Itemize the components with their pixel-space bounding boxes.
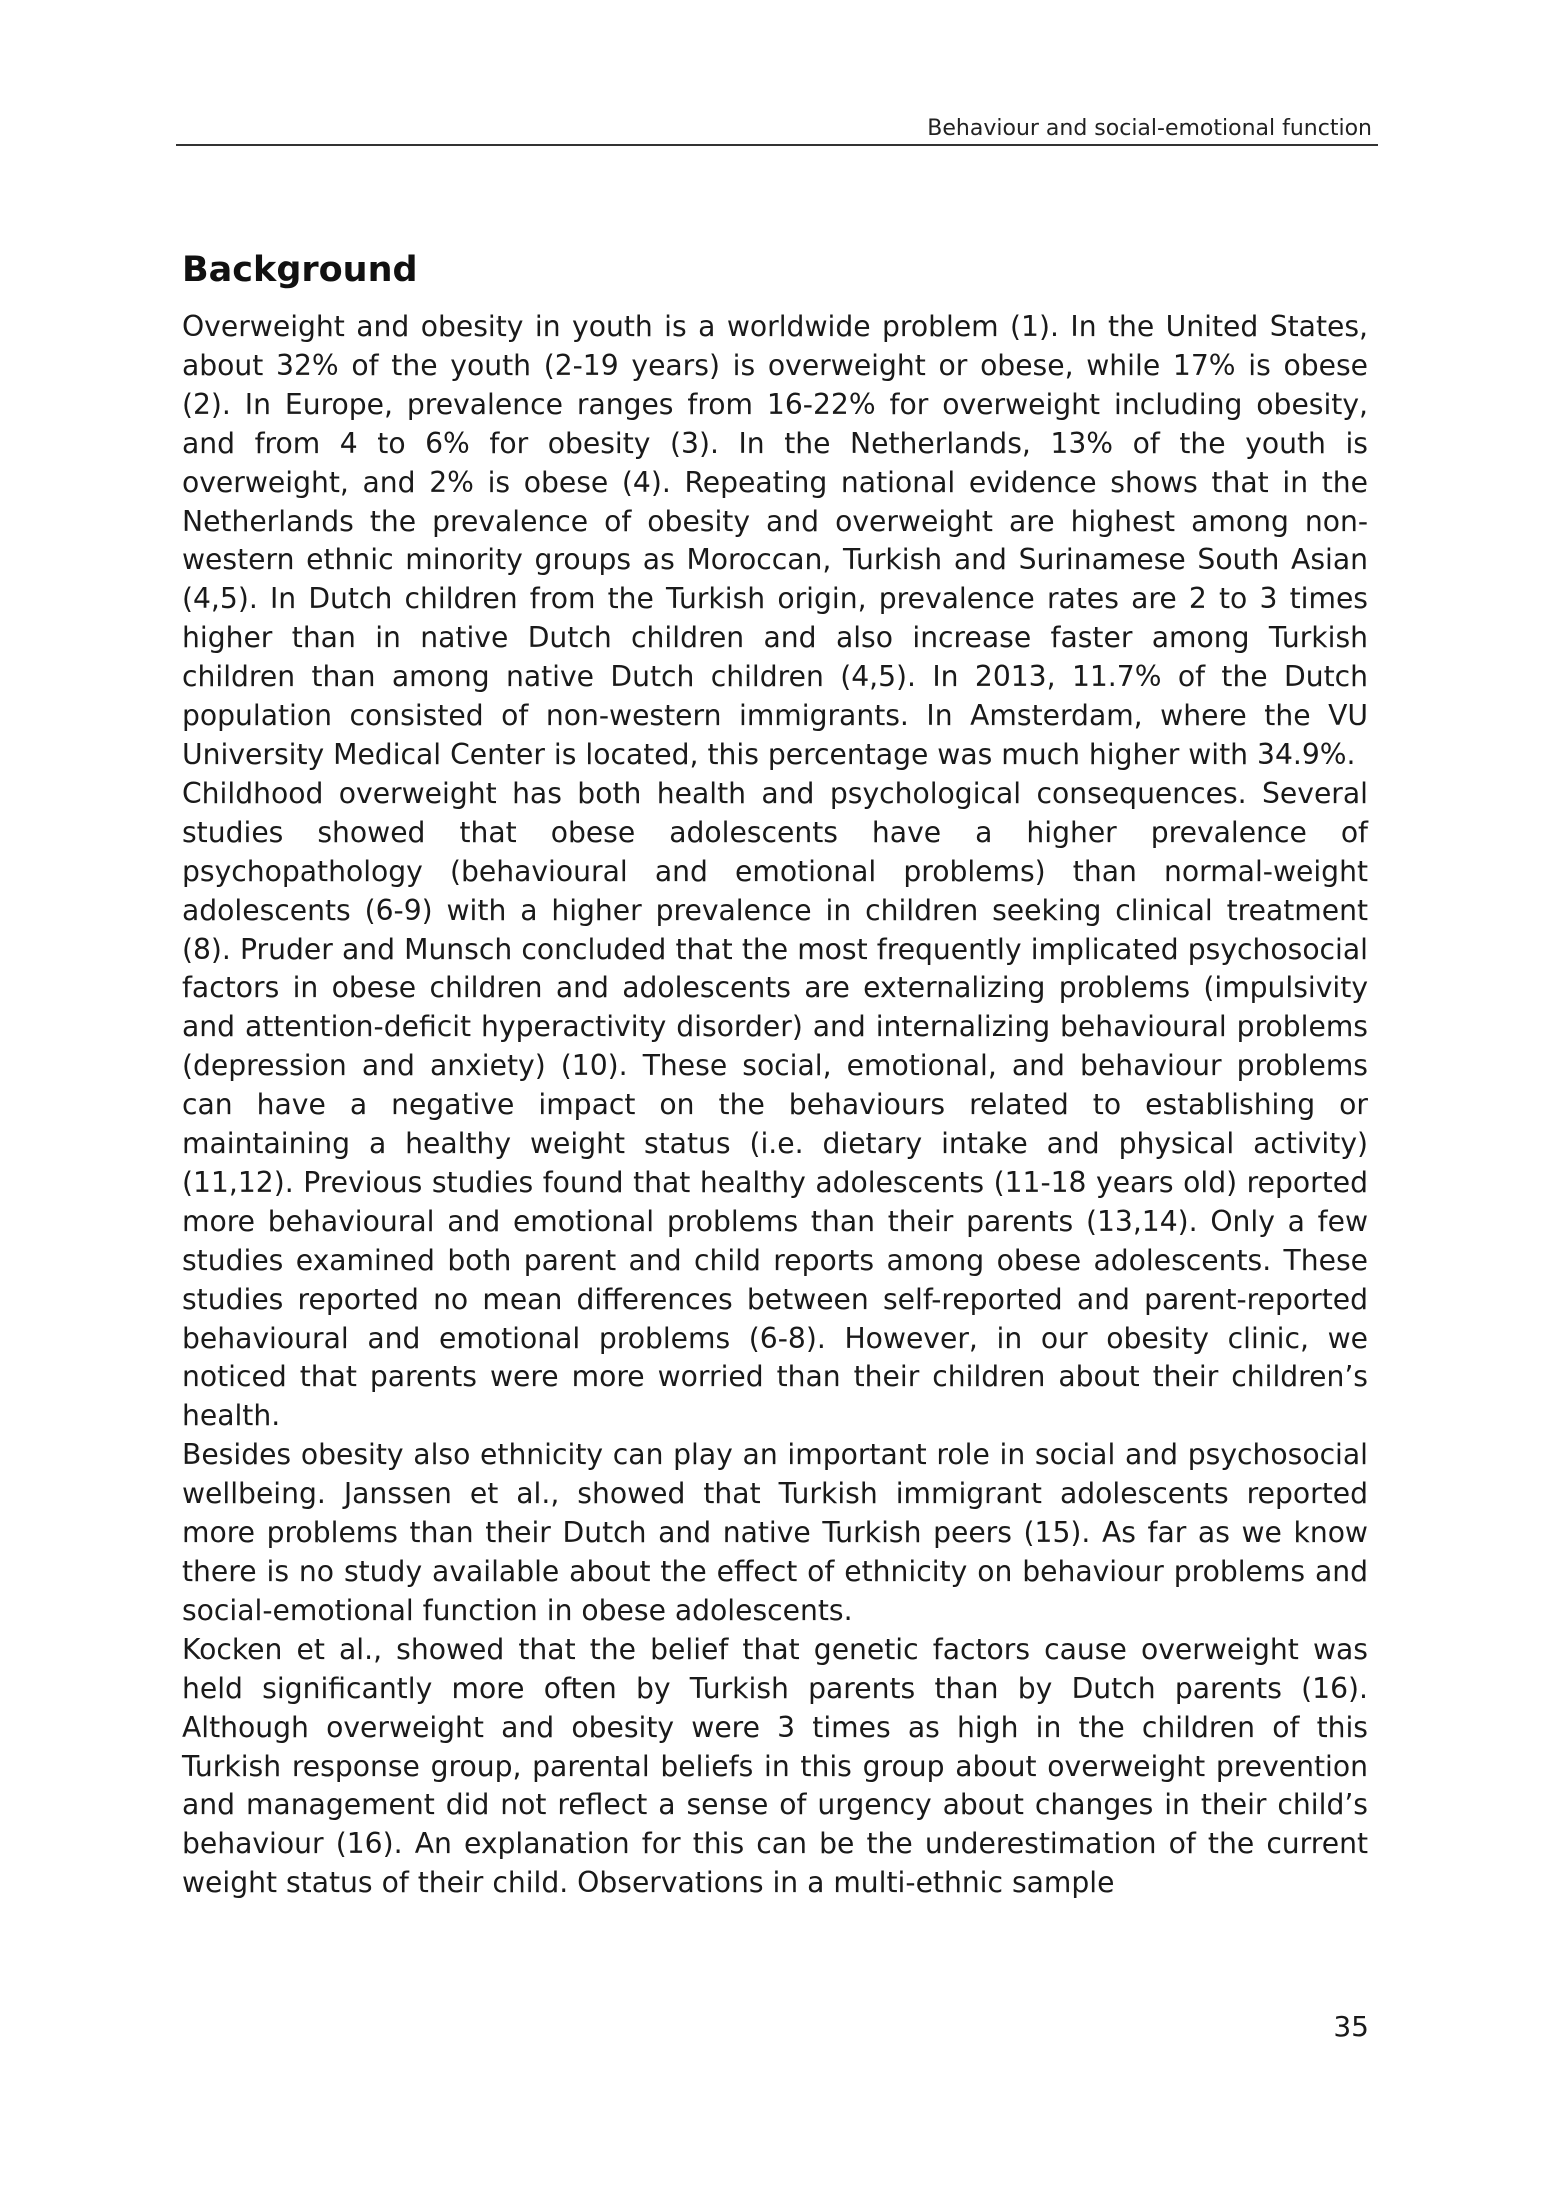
page-number: 35 [1333,2010,1369,2043]
paragraph-ethnicity: Besides obesity also ethnicity can play an important role in social and psychosocial wellbeing. Janssen et al., showed that Turkish immigrant adolescents reported more problems than their Dutch and native Turkish peers (15). As far as we know there is no study available about the effect of ethnicity on behaviour problems and social-emotional function in obese adolescents. [182,1438,1368,1627]
running-header [176,114,1378,146]
running-header-title: Behaviour and social-emotional function [927,116,1372,141]
paragraph-psychological-consequences: Childhood overweight has both health and psychological consequences. Several studies showed that obese adolescents have a higher prevalence of psychopathology (behavioural and emotional problems) than normal-weight adolescents (6-9) with a higher prevalence in children seeking clinical treatment (8). Pruder and Munsch concluded that the most frequently implicated psychosocial factors in obese children and adolescents are externalizing problems (impulsivity and attention-deficit hyperactivity disorder) and internalizing behavioural problems (depression and anxiety) (10). These social, emotional, and behaviour problems can have a negative impact on the behaviours related to establishing or maintaining a healthy weight status (i.e. dietary intake and physical activity) (11,12). Previous studies found that healthy adolescents (11-18 years old) reported more behavioural and emotional problems than their parents (13,14). Only a few studies examined both parent and child reports among obese adolescents. These studies reported no mean differences between self-reported and parent-reported behavioural and emotional problems (6-8). However, in our obesity clinic, we noticed that parents were more worried than their children about their children’s health. [182,776,1368,1433]
page-body [182,246,1368,1903]
paragraph-prevalence: Overweight and obesity in youth is a worldwide problem (1). In the United States, about 32% of the youth (2-19 years) is overweight or obese, while 17% is obese (2). In Europe, prevalence ranges from 16-22% for overweight including obesity, and from 4 to 6% for obesity (3). In the Netherlands, 13% of the youth is overweight, and 2% is obese (4). Repeating national evidence shows that in the Netherlands the prevalence of obesity and overweight are highest among non-western ethnic minority groups as Moroccan, Turkish and Surinamese South Asian (4,5). In Dutch children from the Turkish origin, prevalence rates are 2 to 3 times higher than in native Dutch children and also increase faster among Turkish children than among native Dutch children (4,5). In 2013, 11.7% of the Dutch population consisted of non-western immigrants. In Amsterdam, where the VU University Medical Center is located, this percentage was much higher with 34.9%. [182,310,1368,771]
paragraph-parental-beliefs: Kocken et al., showed that the belief that genetic factors cause overweight was held significantly more often by Turkish parents than by Dutch parents (16). Although overweight and obesity were 3 times as high in the children of this Turkish response group, parental beliefs in this group about overweight prevention and management did not reflect a sense of urgency about changes in their child’s behaviour (16). An explanation for this can be the underestimation of the current weight status of their child. Observations in a multi-ethnic sample [182,1632,1368,1900]
section-heading: Background [182,250,418,290]
